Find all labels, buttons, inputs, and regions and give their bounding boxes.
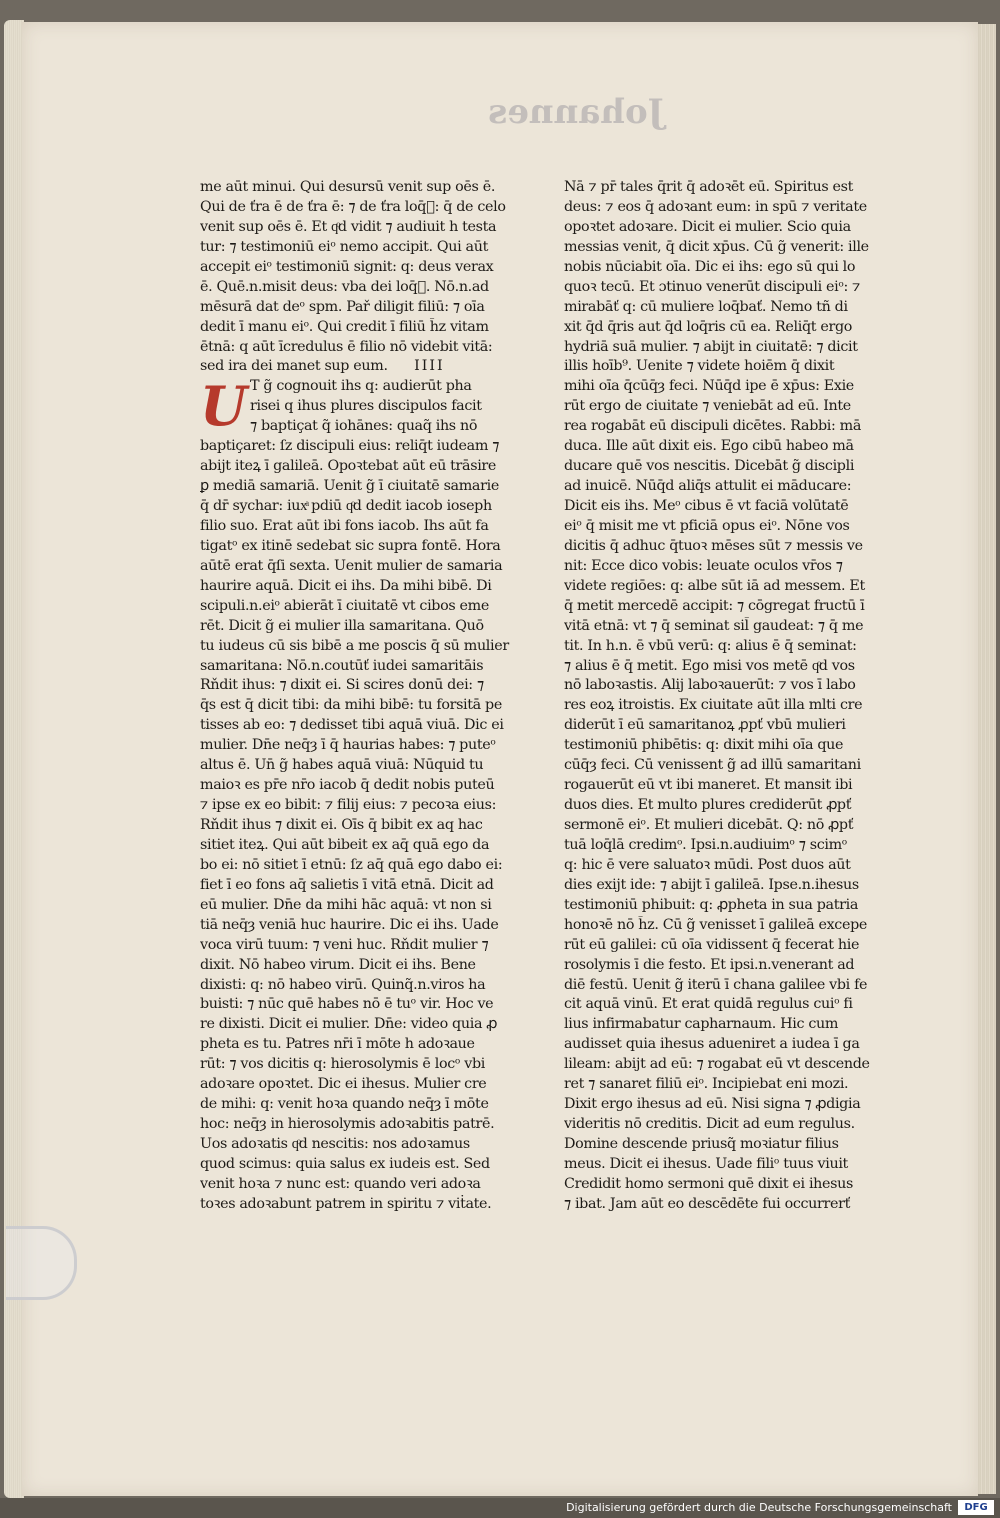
left-column-line: toꝛes adoꝛabunt patrem in spiritu ⁊ viṫate. xyxy=(200,1195,492,1212)
left-column-line: ētnā: q aūt īcredulus ē filio nō videbit vitā: xyxy=(200,338,493,355)
left-column-line: fiet ī eo fons aq̄ salietis ī vitā etnā. Dicit ad xyxy=(200,876,494,893)
right-column-line: xit q̄d q̄ris aut q̄d loq̄ris cū ea. Reliq̄t ergo xyxy=(564,318,853,335)
left-column-line: me aūt minui. Qui desursū venit sup oēs ē. xyxy=(200,179,496,195)
right-column-line: lius infirmabatur capharnaum. Hic cum xyxy=(564,1016,839,1033)
right-column-line: audisset quia ihesus adueniret a iudea ī ga xyxy=(564,1036,860,1053)
right-column-line: videte regiōes: q: albe sūt iā ad messem. Et xyxy=(564,577,865,594)
right-column-line: meus. Dicit ei ihesus. Uade filiᵒ tuus viuit xyxy=(564,1155,848,1172)
left-column-lines-before-chapter xyxy=(200,178,520,357)
right-column-line: hydriā suā mulier. ⁊ abijt in ciuitatē: ⁊ dicit xyxy=(564,338,858,355)
right-column-line: ducare quē vos nescitis. Dicebāt g̃ discipli xyxy=(564,458,855,475)
left-column-line: ē. Quē.n.misit deus: vba dei loq̄ᷓ. Nō.n.ad xyxy=(200,278,489,295)
left-column-line: filio suo. Erat aūt ibi fons iacob. Ihs aūt fa xyxy=(200,517,489,534)
dfg-logo: DFG xyxy=(958,1500,994,1515)
right-column-line: cūq̄ȝ feci. Cū venissent g̃ ad illū samaritani xyxy=(564,757,861,774)
left-column-line: buisti: ⁊ nūc quē habes nō ē tuᵒ vir. Hoc ve xyxy=(200,996,494,1013)
left-column-line: mēsurā dat deᵒ spm. Pař diligit filiū: ⁊ oīa xyxy=(200,298,485,315)
right-column-lines xyxy=(564,178,884,1215)
chapter-opening xyxy=(200,374,520,439)
left-column-line: tisses ab eo: ⁊ dedisset tibi aquā viuā. Dic ei xyxy=(200,717,504,734)
left-column-line: Rňdit ihus: ⁊ dixit ei. Si scires donū dei: ⁊ xyxy=(200,677,484,694)
right-column-line: ret ⁊ sanaret filiū eiᵒ. Incipiebat eni mozi. xyxy=(564,1076,849,1093)
right-column-line: tuā loq̄lā credimᵒ. Ipsi.n.audiuimᵒ ⁊ scimᵒ xyxy=(564,836,847,853)
left-column-line: venit sup oēs ē. Et qͦd vidit ⁊ audiuit h testa xyxy=(200,218,497,235)
right-text-column xyxy=(564,178,884,1215)
right-column-line: Credidit homo sermoni quē dixit ei ihesus xyxy=(564,1175,853,1192)
left-column-line: maioꝛ es pr̄e nr̄o iacob q̄ dedit nobis puteū xyxy=(200,777,495,794)
right-column-line: tit. In h.n. ē vbū verū: q: alius ē q̄ seminat: xyxy=(564,637,857,654)
left-column-line: q̄s est q̄ dicit tibi: da mihi bibē: tu forsitā pe xyxy=(200,697,502,714)
left-column-line: q̄ dr̄ sychar: iuxͣ pdiū qͦd dedit iacob ioseph xyxy=(200,498,492,514)
right-column-line: res eoꝝ itroistis. Ex ciuitate aūt illa mlti cre xyxy=(564,697,863,714)
right-page-edges xyxy=(976,24,996,1494)
left-text-column xyxy=(200,178,520,1215)
right-column-line: duos dies. Et multo plures crediderūt ꝓpť xyxy=(564,797,852,814)
rubricated-initial: U xyxy=(200,374,247,439)
left-column-line: de mihi: q: venit hoꝛa quando neq̄ȝ ī mōte xyxy=(200,1096,489,1113)
left-column-line: samaritana: Nō.n.coutūť iudei samaritāis xyxy=(200,657,484,674)
right-column-line: diē festū. Uenit g̃ iterū ī chana galilee vbi fe xyxy=(564,976,868,993)
left-column-line: Uos adoꝛatis qͦd nescitis: nos adoꝛamus xyxy=(200,1136,470,1152)
right-column-line: mihi oīa q̄cūq̄ȝ feci. Nūq̄d ipe ē xp̄us: Exie xyxy=(564,378,854,395)
right-column-line: q̄ metit mercedē accipit: ⁊ cōgregat fructū ī xyxy=(564,597,865,614)
left-column-line: abijt iteꝝ ī galileā. Opoꝛtebat aūt eū trāsire xyxy=(200,458,497,475)
left-column-lines-after-initial xyxy=(200,437,520,1215)
left-column-line: tu iudeus cū sis bibē a me poscis q̄ sū mulier xyxy=(200,637,509,654)
chapter-line xyxy=(200,357,520,377)
right-column-line: vitā etnā: vt ⁊ q̄ seminat sil̄ gaudeat: ⁊ q̄ me xyxy=(564,617,864,634)
right-column-line: nit: Ecce dico vobis: leuate oculos vr̄os ⁊ xyxy=(564,557,843,574)
left-column-line: tur: ⁊ testimoniū eiᵒ nemo accipit. Qui aūt xyxy=(200,238,488,255)
left-column-line: re dixisti. Dicit ei mulier. Dn̄e: video quia ꝓ xyxy=(200,1016,498,1033)
left-column-line: altus ē. Un̄ g̃ habes aquā viuā: Nūquid tu xyxy=(200,757,484,774)
right-column-line: q: hic ē vere saluatoꝛ mūdi. Post duos aūt xyxy=(564,856,851,873)
right-column-line: nobis nūciabit oīa. Dic ei ihs: ego sū qui lo xyxy=(564,258,856,275)
right-column-line: ad inuicē. Nūq̄d aliq̄s attulit ei māducare: xyxy=(564,478,852,495)
left-column-line: Qui de ťra ē de ťra ē: ⁊ de ťra loq̄ᷓ: q̄ de celo xyxy=(200,198,506,215)
bleed-through-heading: Johannes xyxy=(488,92,664,132)
right-column-line: testimoniū phibuit: q: ꝓpheta in sua patria xyxy=(564,896,858,913)
left-column-line: sitiet iteꝝ. Qui aūt bibeit ex aq̄ quā ego da xyxy=(200,836,490,853)
left-column-line: tiā neq̄ȝ veniā huc haurire. Dic ei ihs. Uade xyxy=(200,916,499,933)
left-column-line: eū mulier. Dn̄e da mihi hāc aquā: vt non si xyxy=(200,896,492,913)
left-column-line: mulier. Dn̄e neq̄ȝ ī q̄ haurias habes: ⁊ puteᵒ xyxy=(200,737,496,754)
right-column-line: ⁊ alius ē q̄ metit. Ego misi vos metē qͦd vos xyxy=(564,657,855,674)
right-column-line: rea rogabāt eū discipuli dicētes. Rabbi: mā xyxy=(564,418,862,435)
right-column-line: messias venit, q̄ dicit xp̄us. Cū g̃ venerit: ille xyxy=(564,238,869,255)
chapter-end-text: sed ira dei manet sup eum. xyxy=(200,358,388,375)
left-column-line: scipuli.n.eiᵒ abierāt ī ciuitatē vt cibos eme xyxy=(200,597,489,614)
right-column-line: sermonē eiᵒ. Et mulieri dicebāt. Q: nō ꝓpť xyxy=(564,817,854,833)
right-column-line: lileam: abijt ad eū: ⁊ rogabat eū vt descende xyxy=(564,1056,870,1073)
right-column-line: ⁊ ibat. Jam aūt eo descēdēte fui occurrerť xyxy=(564,1195,850,1212)
left-column-line: Rňdit ihus ⁊ dixit ei. Oīs q̄ bibit ex aq hac xyxy=(200,817,483,833)
initial-adjacent-line: ⁊ baptiçat q̃ iohānes: quaq̃ ihs nō xyxy=(250,418,478,435)
right-column-line: mirabāť q: cū muliere loq̄bať. Nemo tñ di xyxy=(564,298,848,315)
right-column-line: dicitis q̄ adhuc q̄tuoꝛ mēses sūt ⁊ messis ve xyxy=(564,537,863,554)
left-column-line: voca virū tuum: ⁊ veni huc. Rňdit mulier ⁊ xyxy=(200,936,489,953)
right-column-line: quoꝛ tecū. Et ɔtinuo venerūt discipuli eiᵒ: ⁊ xyxy=(564,278,860,295)
left-column-line: dedit ī manu eiᵒ. Qui credit ī filiū h̄z vitam xyxy=(200,318,489,335)
left-column-line: ⁊ ipse ex eo bibit: ⁊ filij eius: ⁊ pecoꝛa eius: xyxy=(200,797,497,814)
left-column-line: haurire aquā. Dicit ei ihs. Da mihi bibē. Di xyxy=(200,577,492,594)
left-column-line: aūtē erat q̄ſi sexta. Uenit mulier de samaria xyxy=(200,557,503,574)
left-column-line: tigatᵒ ex itinē sedebat sic supra fontē. Hora xyxy=(200,537,501,554)
right-column-line: rūt eū galilei: cū oīa vidissent q̄ fecerat hie xyxy=(564,936,860,953)
left-column-line: quod scimus: quia salus ex iudeis est. Sed xyxy=(200,1155,490,1172)
left-column-line: bo ei: nō sitiet ī etnū: ſz aq̄ quā ego dabo ei: xyxy=(200,856,503,873)
left-column-line: hoc: neq̄ȝ in hierosolymis adoꝛabitis patrē. xyxy=(200,1116,495,1133)
right-column-line: eiᵒ q̄ misit me vt pficiā opus eiᵒ. Nōne vos xyxy=(564,517,850,534)
right-column-line: Domine descende priusq̃ moꝛiatur filius xyxy=(564,1136,839,1152)
right-column-line: deus: ⁊ eos q̄ adoꝛant eum: in spū ⁊ veritate xyxy=(564,198,867,215)
right-column-line: honoꝛē nō h̄z. Cū g̃ venisset ī galileā excepe xyxy=(564,916,867,933)
right-column-line: dies exijt ide: ⁊ abijt ī galileā. Ipse.n.ihesus xyxy=(564,876,859,893)
left-column-line: venit hoꝛa ⁊ nunc est: quando veri adoꝛa xyxy=(200,1175,481,1192)
funding-credit: Digitalisierung gefördert durch die Deutsche Forschungsgemeinschaft xyxy=(566,1501,952,1514)
right-column-line: testimoniū phibētis: q: dixit mihi oīa que xyxy=(564,737,844,754)
right-column-line: videritis nō creditis. Dicit ad eum regulus. xyxy=(564,1116,855,1133)
chapter-numeral: IIII xyxy=(414,358,445,375)
left-column-line: dixisti: q: nō habeo virū. Quinq̃.n.viros ha xyxy=(200,976,486,993)
left-column-line: baptiçaret: ſz discipuli eius: reliq̄t iudeam ⁊ xyxy=(200,438,499,455)
paper-clip-icon xyxy=(6,1226,77,1300)
left-column-line: rūt: ⁊ vos dicitis q: hierosolymis ē locᵒ vbi xyxy=(200,1056,485,1073)
right-column-line: cit aquā vinū. Et erat quidā regulus cuiᵒ fi xyxy=(564,996,853,1013)
left-column-line: accepit eiᵒ testimoniū signit: q: deus verax xyxy=(200,258,494,275)
right-column-line: Dicit eis ihs. Meᵒ cibus ē vt faciā volūtatē xyxy=(564,498,849,514)
initial-adjacent-line: risei q ihus plures discipulos facit xyxy=(250,398,482,415)
right-column-line: rogauerūt eū vt ibi maneret. Et mansit ibi xyxy=(564,777,853,794)
left-column-line: rēt. Dicit g̃ ei mulier illa samaritana. Quō xyxy=(200,617,484,634)
right-column-line: duca. Ille aūt dixit eis. Ego cibū habeo mā xyxy=(564,438,854,455)
initial-indented-lines xyxy=(200,374,520,439)
right-column-line: rosolymis ī die festo. Et ipsi.n.venerant ad xyxy=(564,956,855,973)
right-column-line: opoꝛtet adoꝛare. Dicit ei mulier. Scio quia xyxy=(564,218,851,235)
left-column-line: dixit. Nō habeo virum. Dicit ei ihs. Bene xyxy=(200,956,476,973)
right-column-line: Dixit ergo ihesus ad eū. Nisi signa ⁊ ꝓdigia xyxy=(564,1096,861,1113)
left-column-line: adoꝛare opoꝛtet. Dic ei ihesus. Mulier cre xyxy=(200,1076,487,1093)
right-column-line: diderūt ī eū samaritanoꝝ ꝓpť vbū mulieri xyxy=(564,717,846,734)
left-column-line: ꝑ mediā samariā. Uenit g̃ ī ciuitatē samarie xyxy=(200,478,499,495)
initial-adjacent-line: T g̃ cognouit ihs q: audierūt pha xyxy=(250,378,472,395)
right-column-line: illis hoīb⁹. Uenite ⁊ videte hoiēm q̄ dixit xyxy=(564,358,835,375)
right-column-line: nō laboꝛastis. Alij laboꝛauerūt: ⁊ vos ī labo xyxy=(564,677,856,694)
right-column-line: Nā ⁊ pr̄ tales q̄rit q̄ adoꝛēt eū. Spiritus est xyxy=(564,179,854,195)
right-column-line: rūt ergo de ciuitate ⁊ veniebāt ad eū. Inte xyxy=(564,398,851,415)
left-column-line: pheta es tu. Patres nr̄i ī mōte h adoꝛaue xyxy=(200,1036,475,1053)
